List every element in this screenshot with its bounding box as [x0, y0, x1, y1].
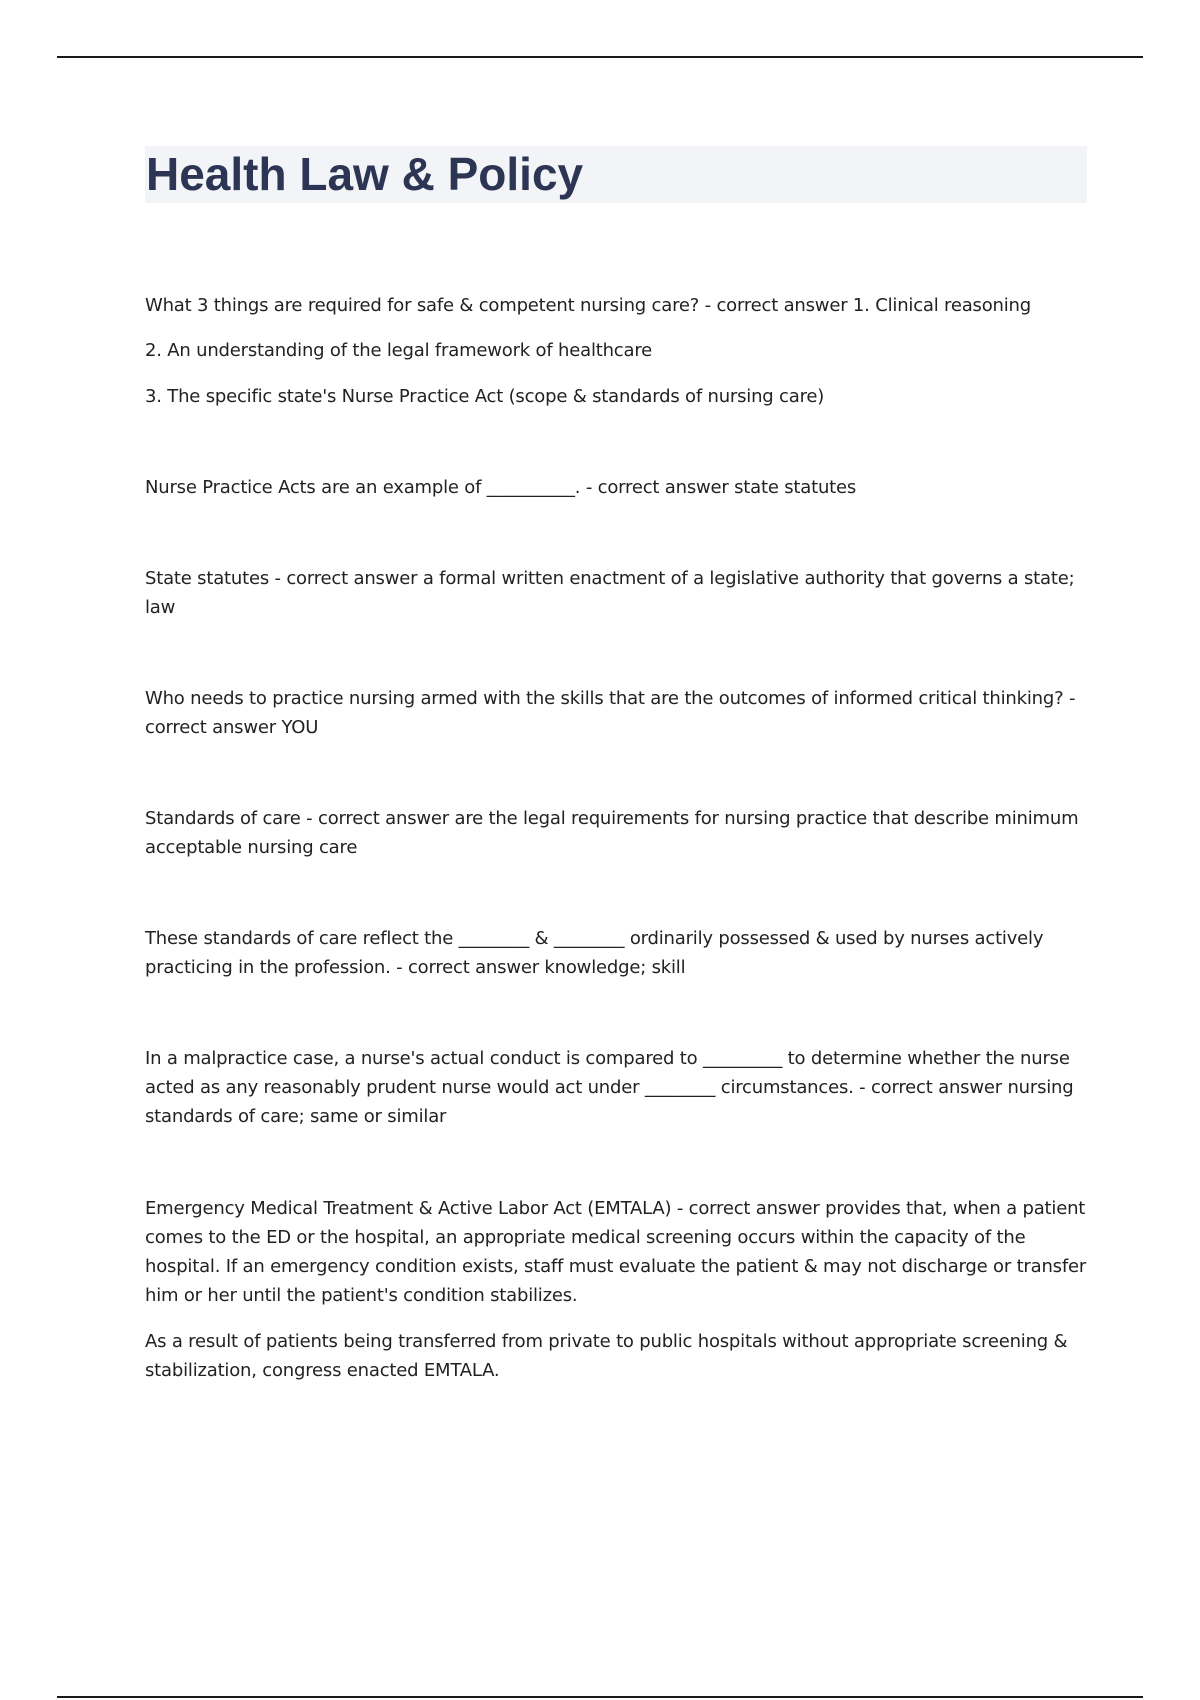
top-rule	[57, 56, 1143, 58]
qa-paragraph: Who needs to practice nursing armed with the skills that are the outcomes of informed critical thinking? - correct answer YOU	[145, 688, 1076, 738]
qa-paragraph: These standards of care reflect the ________ & ________ ordinarily possessed & used by nurses actively practicing in the profession. - correct answer knowledge; skill	[145, 928, 1044, 978]
qa-paragraph: What 3 things are required for safe & competent nursing care? - correct answer 1. Clinical reasoning	[145, 295, 1031, 316]
qa-paragraph: Standards of care - correct answer are the legal requirements for nursing practice that describe minimum acceptable nursing care	[145, 808, 1079, 858]
qa-paragraph: 3. The specific state's Nurse Practice Act (scope & standards of nursing care)	[145, 386, 825, 407]
qa-paragraph: In a malpractice case, a nurse's actual conduct is compared to _________ to determine whether the nurse acted as any reasonably prudent nurse would act under ________ circumstances. - correct answer nursing standards of care; same or similar	[145, 1048, 1074, 1127]
qa-paragraph: 2. An understanding of the legal framework of healthcare	[145, 340, 653, 361]
bottom-rule	[57, 1696, 1143, 1698]
qa-paragraph: As a result of patients being transferred from private to public hospitals without appropriate screening & stabilization, congress enacted EMTALA.	[145, 1331, 1068, 1381]
qa-paragraph: Emergency Medical Treatment & Active Labor Act (EMTALA) - correct answer provides that, when a patient comes to the ED or the hospital, an appropriate medical screening occurs within the capacity of the hospital. If an emergency condition exists, staff must evaluate the patient & may not discharge or transfer him or her until the patient's condition stabilizes.	[145, 1198, 1087, 1306]
qa-paragraph: Nurse Practice Acts are an example of __________. - correct answer state statutes	[145, 477, 857, 498]
qa-paragraph: State statutes - correct answer a formal written enactment of a legislative authority that governs a state; law	[145, 568, 1075, 618]
title-band	[145, 146, 1087, 203]
document-title: Health Law & Policy	[146, 148, 584, 200]
